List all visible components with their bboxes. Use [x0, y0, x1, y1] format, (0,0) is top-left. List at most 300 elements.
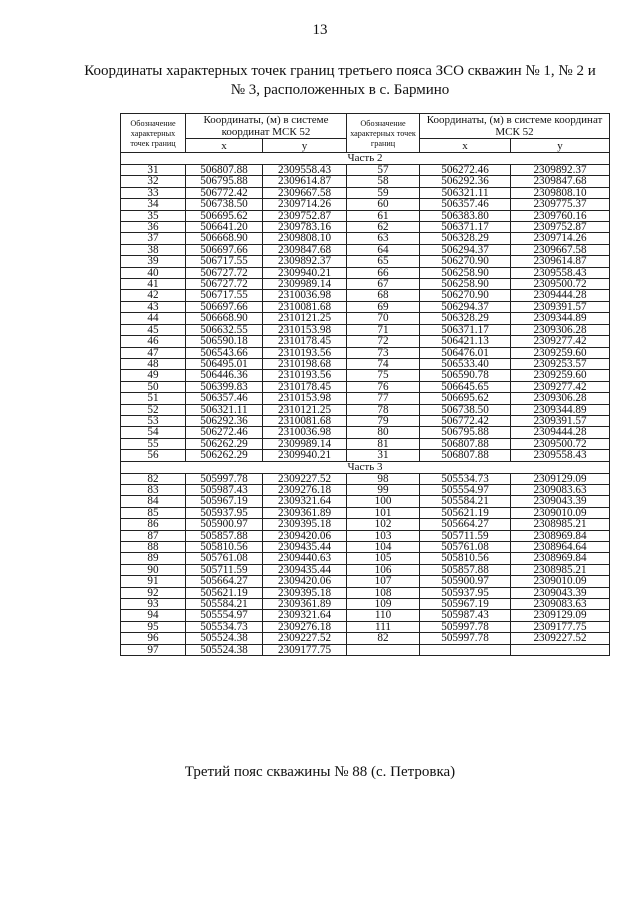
table-cell: 2310198.68 — [263, 358, 347, 369]
table-row — [121, 644, 610, 655]
table-cell: 506697.66 — [186, 244, 263, 255]
table-cell: 505967.19 — [420, 599, 511, 610]
table-cell: 37 — [121, 233, 186, 244]
table-cell: 2309760.16 — [511, 210, 610, 221]
table-cell: 2309775.37 — [511, 199, 610, 210]
table-cell: 506292.36 — [420, 176, 511, 187]
table-cell: 44 — [121, 313, 186, 324]
table-cell: 506383.80 — [420, 210, 511, 221]
table-cell: 33 — [121, 187, 186, 198]
table-cell: 34 — [121, 199, 186, 210]
table-cell: 2309129.09 — [511, 473, 610, 484]
table-cell: 2309558.43 — [263, 165, 347, 176]
table-cell: 2310121.25 — [263, 404, 347, 415]
table-cell: 97 — [121, 644, 186, 655]
table-cell: 106 — [347, 564, 420, 575]
table-row — [121, 438, 610, 449]
table-cell: 2309010.09 — [511, 576, 610, 587]
document-title — [60, 62, 620, 100]
header-point-label-left: Обозначение характерных точек границ — [121, 114, 186, 153]
table-row — [121, 256, 610, 267]
table-cell: 505534.73 — [420, 473, 511, 484]
table-cell: 506258.90 — [420, 279, 511, 290]
table-cell: 505524.38 — [186, 644, 263, 655]
coordinates-table — [120, 113, 610, 656]
table-cell: 2309361.89 — [263, 599, 347, 610]
table-row — [121, 621, 610, 632]
table-cell: 505621.19 — [420, 507, 511, 518]
table-cell: 506321.11 — [420, 187, 511, 198]
table-cell: 54 — [121, 427, 186, 438]
table-cell: 2309435.44 — [263, 542, 347, 553]
table-row — [121, 222, 610, 233]
table-cell: 51 — [121, 393, 186, 404]
table-cell: 506695.62 — [186, 210, 263, 221]
table-cell: 85 — [121, 507, 186, 518]
table-cell: 2308969.84 — [511, 530, 610, 541]
table-cell: 505900.97 — [186, 519, 263, 530]
table-cell: 102 — [347, 519, 420, 530]
header-coords-label-right: Координаты, (м) в системе координат МСК 52 — [420, 114, 610, 139]
table-cell: 2309892.37 — [263, 256, 347, 267]
table-cell: 2310153.98 — [263, 393, 347, 404]
table-cell: 2309435.44 — [263, 564, 347, 575]
table-cell: 506645.65 — [420, 381, 511, 392]
table-row — [121, 199, 610, 210]
table-cell: 506294.37 — [420, 244, 511, 255]
table-cell: 46 — [121, 336, 186, 347]
table-cell: 506262.29 — [186, 450, 263, 461]
table-cell: 62 — [347, 222, 420, 233]
table-row — [121, 358, 610, 369]
table-cell: 505761.08 — [420, 542, 511, 553]
table-cell: 2309395.18 — [263, 587, 347, 598]
table-row — [121, 347, 610, 358]
table-cell: 93 — [121, 599, 186, 610]
table-cell: 506258.90 — [420, 267, 511, 278]
table-cell: 2309253.57 — [511, 358, 610, 369]
table-row — [121, 279, 610, 290]
table-cell: 104 — [347, 542, 420, 553]
table-row — [121, 610, 610, 621]
table-cell: 2310081.68 — [263, 415, 347, 426]
table-cell: 2309010.09 — [511, 507, 610, 518]
table-cell: 47 — [121, 347, 186, 358]
table-cell: 505584.21 — [420, 496, 511, 507]
table-row — [121, 210, 610, 221]
table-cell: 505987.43 — [186, 484, 263, 495]
table-cell: 82 — [347, 633, 420, 644]
header-point-label-right: Обозначение характерных точек границ — [347, 114, 420, 153]
table-cell: 2309847.68 — [511, 176, 610, 187]
table-cell: 2310121.25 — [263, 313, 347, 324]
table-cell: 2310081.68 — [263, 301, 347, 312]
table-row — [121, 484, 610, 495]
table-cell: 2309667.58 — [511, 244, 610, 255]
table-row — [121, 404, 610, 415]
table-cell: 506272.46 — [186, 427, 263, 438]
table-cell: 506641.20 — [186, 222, 263, 233]
page-number: 13 — [312, 22, 328, 38]
table-cell: 82 — [121, 473, 186, 484]
table-row — [121, 519, 610, 530]
table-cell: 92 — [121, 587, 186, 598]
header-coords-label-left: Координаты, (м) в системе координат МСК 52 — [186, 114, 347, 139]
table-cell: 505524.38 — [186, 633, 263, 644]
table-cell: 2309043.39 — [511, 496, 610, 507]
table-cell: 2309177.75 — [511, 621, 610, 632]
table-cell: 73 — [347, 347, 420, 358]
table-cell: 2310178.45 — [263, 381, 347, 392]
table-cell: 75 — [347, 370, 420, 381]
table-cell: 506357.46 — [420, 199, 511, 210]
table-cell: 87 — [121, 530, 186, 541]
table-cell: 506695.62 — [420, 393, 511, 404]
table-cell: 505711.59 — [420, 530, 511, 541]
table-cell: 506727.72 — [186, 267, 263, 278]
table-cell: 35 — [121, 210, 186, 221]
table-cell: 55 — [121, 438, 186, 449]
table-cell: 67 — [347, 279, 420, 290]
table-cell: 2309391.57 — [511, 301, 610, 312]
table-cell: 40 — [121, 267, 186, 278]
table-cell — [347, 644, 420, 655]
table-cell: 64 — [347, 244, 420, 255]
table-cell: 2310153.98 — [263, 324, 347, 335]
table-cell: 506632.55 — [186, 324, 263, 335]
table-cell: 2309227.52 — [511, 633, 610, 644]
table-cell: 2309306.28 — [511, 324, 610, 335]
table-cell: 68 — [347, 290, 420, 301]
header-y-right: у — [511, 139, 610, 153]
table-cell: 101 — [347, 507, 420, 518]
table-cell: 506795.88 — [186, 176, 263, 187]
table-cell: 505554.97 — [186, 610, 263, 621]
table-cell: 60 — [347, 199, 420, 210]
table-cell: 506807.88 — [420, 450, 511, 461]
table-cell: 505711.59 — [186, 564, 263, 575]
table-cell: 2309420.06 — [263, 530, 347, 541]
table-row — [121, 553, 610, 564]
table-cell: 506590.78 — [420, 370, 511, 381]
table-cell: 2310193.56 — [263, 370, 347, 381]
table-cell: 61 — [347, 210, 420, 221]
table-cell: 98 — [347, 473, 420, 484]
table-cell: 91 — [121, 576, 186, 587]
table-row — [121, 633, 610, 644]
table-row — [121, 381, 610, 392]
table-cell: 58 — [347, 176, 420, 187]
table-cell: 506292.36 — [186, 415, 263, 426]
table-cell: 103 — [347, 530, 420, 541]
table-cell: 506270.90 — [420, 256, 511, 267]
table-row — [121, 450, 610, 461]
table-cell: 506772.42 — [186, 187, 263, 198]
table-cell: 78 — [347, 404, 420, 415]
table-cell: 2309667.58 — [263, 187, 347, 198]
header-y-left: у — [263, 139, 347, 153]
table-row — [121, 496, 610, 507]
table-cell: 506590.18 — [186, 336, 263, 347]
table-cell: 2309259.60 — [511, 370, 610, 381]
table-row — [121, 393, 610, 404]
footer-title: Третий пояс скважины № 88 (с. Петровка) — [184, 764, 456, 780]
table-cell: 2309940.21 — [263, 450, 347, 461]
table-cell: 505937.95 — [186, 507, 263, 518]
table-cell: 506772.42 — [420, 415, 511, 426]
table-cell — [511, 644, 610, 655]
table-cell: 2309276.18 — [263, 484, 347, 495]
table-row — [121, 313, 610, 324]
table-cell: 111 — [347, 621, 420, 632]
table-cell: 505997.78 — [420, 633, 511, 644]
table-cell: 505621.19 — [186, 587, 263, 598]
table-cell: 57 — [347, 165, 420, 176]
table-cell: 505584.21 — [186, 599, 263, 610]
table-cell: 94 — [121, 610, 186, 621]
table-cell: 2309444.28 — [511, 290, 610, 301]
table-cell: 79 — [347, 415, 420, 426]
table-cell: 2309361.89 — [263, 507, 347, 518]
table-cell: 505534.73 — [186, 621, 263, 632]
table-cell: 2309321.64 — [263, 496, 347, 507]
table-row — [121, 244, 610, 255]
table-cell: 31 — [347, 450, 420, 461]
table-cell: 506399.83 — [186, 381, 263, 392]
table-cell: 53 — [121, 415, 186, 426]
table-cell — [420, 644, 511, 655]
table-row — [121, 301, 610, 312]
table-row — [121, 507, 610, 518]
table-row — [121, 427, 610, 438]
table-cell: 506328.29 — [420, 313, 511, 324]
table-row — [121, 267, 610, 278]
table-cell: 2309391.57 — [511, 415, 610, 426]
table-cell: 59 — [347, 187, 420, 198]
table-cell: 50 — [121, 381, 186, 392]
table-cell: 2309321.64 — [263, 610, 347, 621]
table-cell: 2309989.14 — [263, 279, 347, 290]
table-cell: 505857.88 — [186, 530, 263, 541]
table-cell: 2310036.98 — [263, 290, 347, 301]
table-cell: 52 — [121, 404, 186, 415]
table-cell: 506738.50 — [420, 404, 511, 415]
table-cell: 505997.78 — [186, 473, 263, 484]
title-line-1: Координаты характерных точек границ третьего пояса ЗСО скважин № 1, № 2 и — [84, 63, 596, 79]
table-row — [121, 370, 610, 381]
table-cell: 2309440.63 — [263, 553, 347, 564]
table-cell: 505664.27 — [420, 519, 511, 530]
table-cell: 32 — [121, 176, 186, 187]
table-cell: 505810.56 — [186, 542, 263, 553]
table-row — [121, 176, 610, 187]
table-cell: 70 — [347, 313, 420, 324]
table-cell: 84 — [121, 496, 186, 507]
table-cell: 2309714.26 — [263, 199, 347, 210]
table-cell: 2309227.52 — [263, 633, 347, 644]
table-cell: 49 — [121, 370, 186, 381]
table-cell: 105 — [347, 553, 420, 564]
table-cell: 2309614.87 — [511, 256, 610, 267]
table-cell: 2309752.87 — [263, 210, 347, 221]
table-cell: 2309129.09 — [511, 610, 610, 621]
table-cell: 63 — [347, 233, 420, 244]
table-row — [121, 564, 610, 575]
table-cell: 2309259.60 — [511, 347, 610, 358]
table-row — [121, 599, 610, 610]
table-cell: 45 — [121, 324, 186, 335]
table-cell: 2309420.06 — [263, 576, 347, 587]
table-cell: 506272.46 — [420, 165, 511, 176]
table-cell: 86 — [121, 519, 186, 530]
table-cell: 39 — [121, 256, 186, 267]
table-cell: 506270.90 — [420, 290, 511, 301]
table-cell: 2308964.64 — [511, 542, 610, 553]
table-cell: 506421.13 — [420, 336, 511, 347]
table-cell: 506371.17 — [420, 222, 511, 233]
table-cell: 74 — [347, 358, 420, 369]
table-cell: 80 — [347, 427, 420, 438]
coordinates-table-body — [121, 153, 610, 656]
table-cell: 2309043.39 — [511, 587, 610, 598]
table-cell: 506294.37 — [420, 301, 511, 312]
table-cell: 506795.88 — [420, 427, 511, 438]
table-cell: 41 — [121, 279, 186, 290]
table-cell: 77 — [347, 393, 420, 404]
table-cell: 2310178.45 — [263, 336, 347, 347]
table-cell: 76 — [347, 381, 420, 392]
table-row — [121, 336, 610, 347]
table-cell: 2309083.63 — [511, 484, 610, 495]
table-cell: 2309847.68 — [263, 244, 347, 255]
table-cell: 506697.66 — [186, 301, 263, 312]
table-cell: 506321.11 — [186, 404, 263, 415]
table-cell: 110 — [347, 610, 420, 621]
table-cell: 2309277.42 — [511, 381, 610, 392]
table-cell: 506727.72 — [186, 279, 263, 290]
table-row — [121, 233, 610, 244]
table-cell: 2310193.56 — [263, 347, 347, 358]
table-cell: 2309177.75 — [263, 644, 347, 655]
table-cell: 109 — [347, 599, 420, 610]
table-cell: 506807.88 — [420, 438, 511, 449]
table-cell: 48 — [121, 358, 186, 369]
table-cell: 506495.01 — [186, 358, 263, 369]
table-row — [121, 542, 610, 553]
table-cell: 90 — [121, 564, 186, 575]
table-cell: 506328.29 — [420, 233, 511, 244]
header-x-right: х — [420, 139, 511, 153]
table-row — [121, 530, 610, 541]
table-cell: 506738.50 — [186, 199, 263, 210]
table-cell: 2308985.21 — [511, 519, 610, 530]
table-cell: 2309344.89 — [511, 404, 610, 415]
table-cell: 56 — [121, 450, 186, 461]
table-cell: 2309306.28 — [511, 393, 610, 404]
table-cell: 506446.36 — [186, 370, 263, 381]
table-cell: 42 — [121, 290, 186, 301]
table-cell: 506371.17 — [420, 324, 511, 335]
table-cell: 505857.88 — [420, 564, 511, 575]
table-row — [121, 324, 610, 335]
table-cell: 100 — [347, 496, 420, 507]
table-row — [121, 587, 610, 598]
table-cell: 2310036.98 — [263, 427, 347, 438]
table-cell: 99 — [347, 484, 420, 495]
table-cell: 506668.90 — [186, 313, 263, 324]
table-cell: 2309940.21 — [263, 267, 347, 278]
table-cell: 2309395.18 — [263, 519, 347, 530]
table-cell: 2309276.18 — [263, 621, 347, 632]
table-cell: 2309500.72 — [511, 438, 610, 449]
table-cell: 505761.08 — [186, 553, 263, 564]
table-cell: 2309808.10 — [263, 233, 347, 244]
table-cell: 108 — [347, 587, 420, 598]
table-cell: 36 — [121, 222, 186, 233]
table-cell: 506543.66 — [186, 347, 263, 358]
table-cell: 2309277.42 — [511, 336, 610, 347]
table-cell: 2309558.43 — [511, 450, 610, 461]
table-cell: 505967.19 — [186, 496, 263, 507]
table-cell: 71 — [347, 324, 420, 335]
table-cell: 96 — [121, 633, 186, 644]
table-cell: 83 — [121, 484, 186, 495]
table-cell: 107 — [347, 576, 420, 587]
table-row — [121, 473, 610, 484]
table-cell: 505937.95 — [420, 587, 511, 598]
table-cell: 2308969.84 — [511, 553, 610, 564]
table-cell: 2309752.87 — [511, 222, 610, 233]
table-cell: 2309808.10 — [511, 187, 610, 198]
table-cell: 506717.55 — [186, 256, 263, 267]
table-cell: 72 — [347, 336, 420, 347]
table-cell: 2309500.72 — [511, 279, 610, 290]
table-cell: 2309989.14 — [263, 438, 347, 449]
table-cell: 2309227.52 — [263, 473, 347, 484]
table-cell: 505900.97 — [420, 576, 511, 587]
table-cell: 506533.40 — [420, 358, 511, 369]
table-row — [121, 576, 610, 587]
table-cell: 506717.55 — [186, 290, 263, 301]
table-cell: 2309344.89 — [511, 313, 610, 324]
table-cell: 2309714.26 — [511, 233, 610, 244]
table-cell: 506476.01 — [420, 347, 511, 358]
table-cell: 505987.43 — [420, 610, 511, 621]
table-cell: 2309444.28 — [511, 427, 610, 438]
section-label: Часть 2 — [121, 153, 610, 165]
table-cell: 66 — [347, 267, 420, 278]
table-cell: 2309558.43 — [511, 267, 610, 278]
table-cell: 2308985.21 — [511, 564, 610, 575]
table-cell: 2309892.37 — [511, 165, 610, 176]
table-cell: 2309783.16 — [263, 222, 347, 233]
table-row — [121, 187, 610, 198]
section-label: Часть 3 — [121, 461, 610, 473]
table-cell: 43 — [121, 301, 186, 312]
header-x-left: х — [186, 139, 263, 153]
table-row — [121, 165, 610, 176]
table-cell: 2309083.63 — [511, 599, 610, 610]
table-cell: 505997.78 — [420, 621, 511, 632]
table-row — [121, 415, 610, 426]
table-cell: 65 — [347, 256, 420, 267]
table-cell: 505554.97 — [420, 484, 511, 495]
table-cell: 69 — [347, 301, 420, 312]
table-cell: 38 — [121, 244, 186, 255]
table-cell: 31 — [121, 165, 186, 176]
table-cell: 89 — [121, 553, 186, 564]
table-cell: 506807.88 — [186, 165, 263, 176]
